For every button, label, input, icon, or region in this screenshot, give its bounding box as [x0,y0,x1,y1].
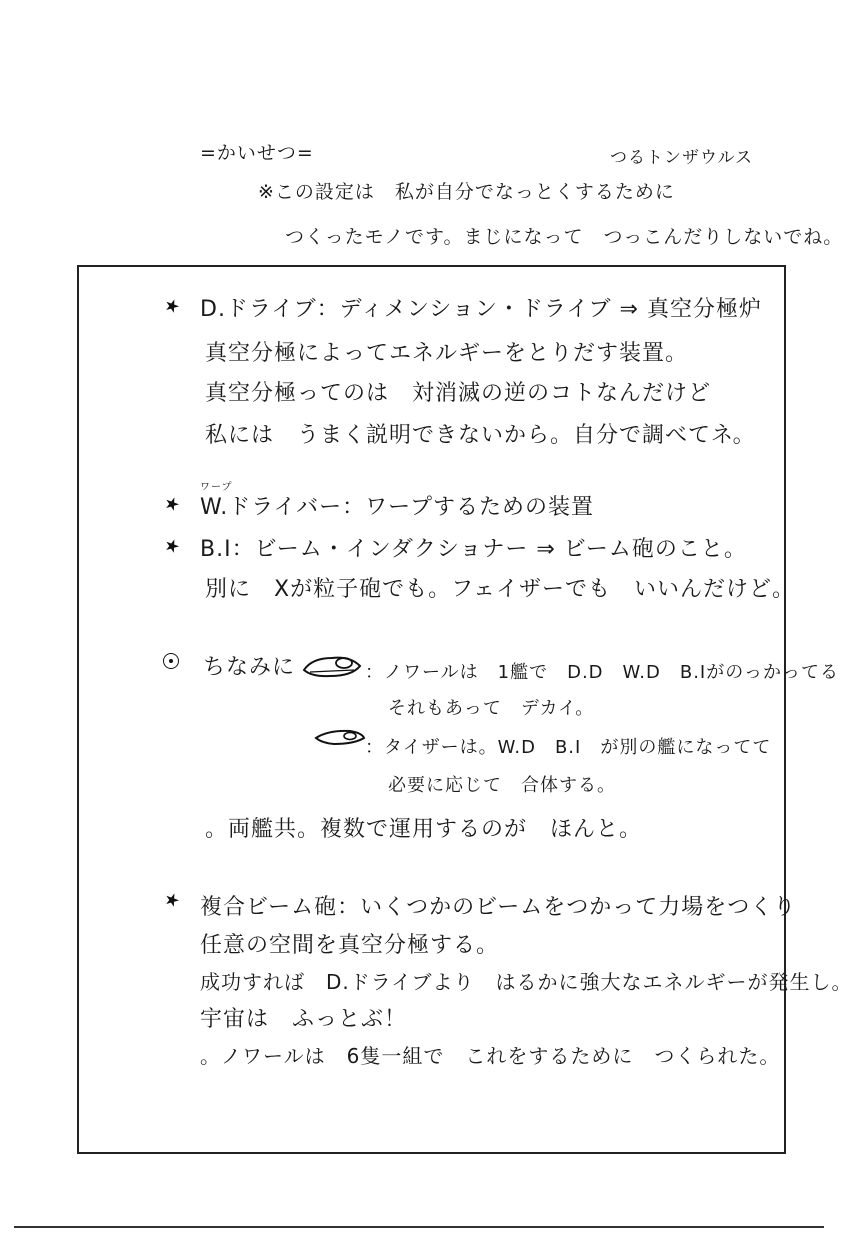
disclaimer-line-1: ※この設定は 私が自分でなっとくするために [258,181,675,203]
heading-kaisetsu: =かいせつ= [200,142,314,164]
star-bullet-icon [165,298,179,317]
author-name: つるトンザウルス [610,148,753,168]
fukugo-line-1: 複合ビーム砲：いくつかのビームをつかって力場をつくり [200,895,797,920]
star-bullet-icon [165,892,179,911]
w-driver-line: W.ドライバー：ワープするための装置 [200,495,595,520]
warp-ruby: ワープ [200,482,233,493]
fukugo-line-5: 。ノワールは 6隻一組で これをするために つくられた。 [200,1044,781,1068]
star-bullet-icon [165,538,179,557]
d-drive-line-2: 真空分極によってエネルギーをとりだす装置。 [205,341,689,366]
disclaimer-line-2: つくったモノです。まじになって つっこんだりしないでね。 [285,226,844,248]
d-drive-line-3: 真空分極ってのは 対消滅の逆のコトなんだけど [205,381,712,406]
d-drive-line-4: 私には うまく説明できないから。自分で調べてネ。 [205,423,756,448]
page-bottom-rule [14,1226,824,1228]
bi-line-2: 別に Xが粒子砲でも。フェイザーでも いいんだけど。 [205,577,795,602]
noir-line-2: それもあって デカイ。 [388,698,595,719]
tiger-line-1: ：タイザーは。W.D B.I が別の艦になってて [365,737,772,758]
fukugo-line-3: 成功すれば D.ドライブより はるかに強大なエネルギーが発生し。 [200,970,853,994]
noir-ship-icon [302,650,364,680]
fukugo-line-4: 宇宙は ふっとぶ！ [200,1007,408,1032]
bi-line-1: B.I：ビーム・インダクショナー ⇒ ビーム砲のこと。 [200,537,747,562]
star-bullet-icon [165,496,179,515]
tiger-line-2: 必要に応じて 合体する。 [388,775,616,796]
circle-dot-bullet-icon [163,653,179,669]
both-ships-note: 。両艦共。複数で運用するのが ほんと。 [205,817,643,842]
chinamini-label: ちなみに [203,655,296,680]
tiger-ship-icon [314,726,366,748]
fukugo-line-2: 任意の空間を真空分極する。 [200,933,500,958]
noir-line-1: ：ノワールは 1艦で D.D W.D B.Iがのっかってる [365,662,840,683]
d-drive-line-1: D.ドライブ：ディメンション・ドライブ ⇒ 真空分極炉 [200,297,762,322]
